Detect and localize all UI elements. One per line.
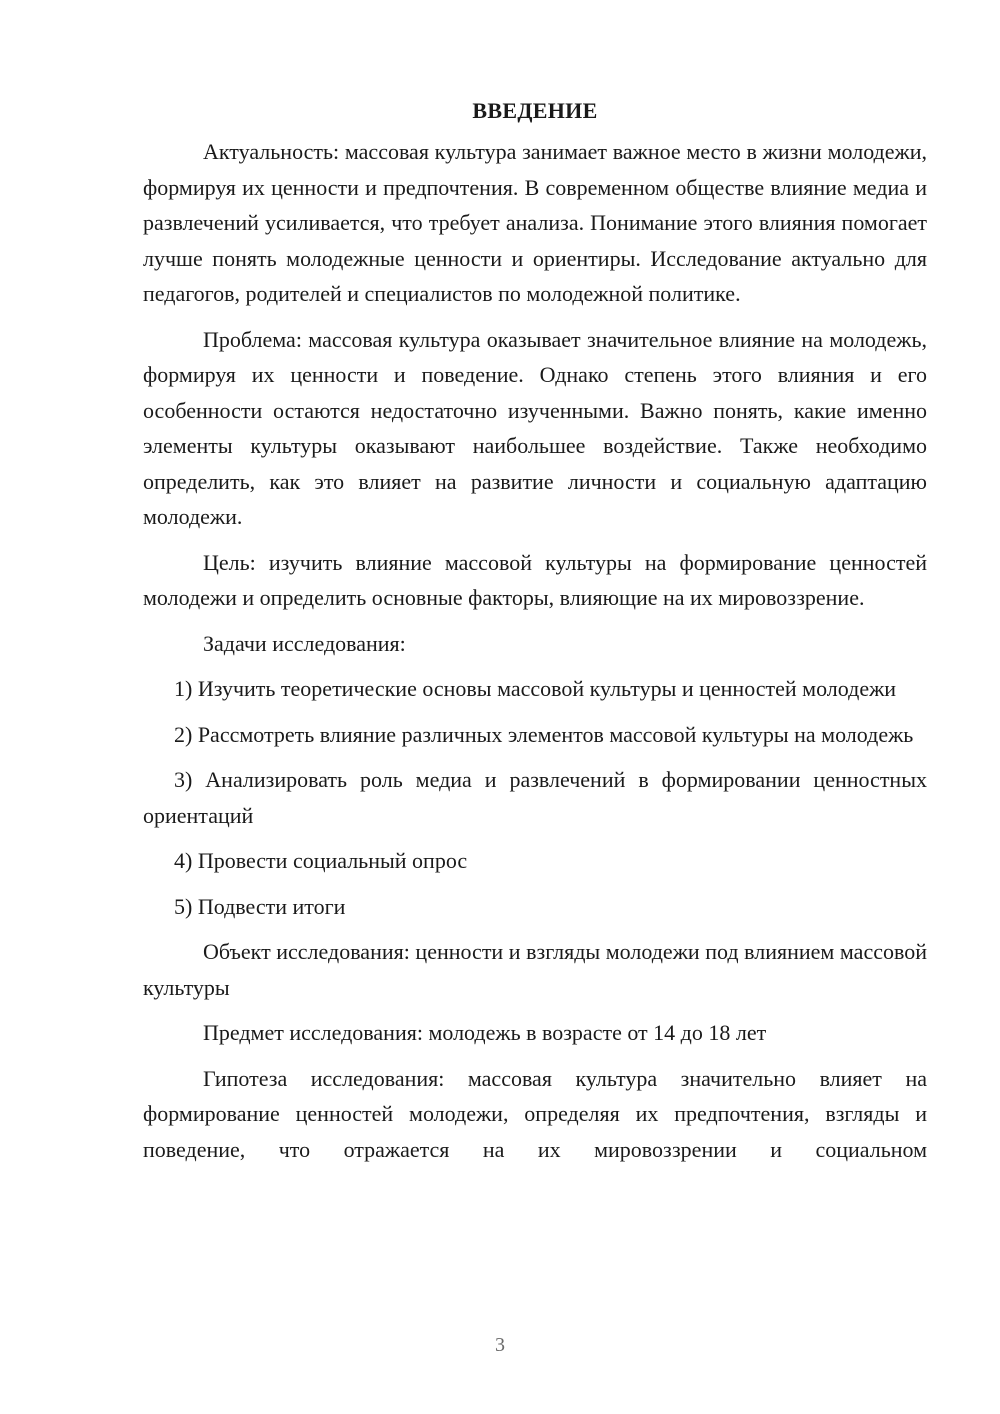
paragraph-goal: Цель: изучить влияние массовой культуры на формирование ценностей молодежи и определить основные факторы, влияющие на их мировоззрение. (143, 549, 927, 610)
page-title: ВВЕДЕНИЕ (472, 98, 598, 123)
task-item-3: 3) Анализировать роль медиа и развлечений в формировании ценностных ориентаций (143, 767, 927, 828)
task-item-5: 5) Подвести итоги (174, 893, 346, 919)
task-item-1: 1) Изучить теоретические основы массовой культуры и ценностей молодежи (174, 676, 897, 701)
paragraph-tasks-heading: Задачи исследования: (203, 630, 406, 656)
paragraph-problem: Проблема: массовая культура оказывает значительное влияние на молодежь, формируя их ценности и поведение. Однако степень этого влияния и его особенности остаются недостаточно изученными. Важно понять, какие именно элементы культуры оказывают наибольшее воздействие. Также необходимо определить, как это влияет на развитие личности и социальную адаптацию молодежи. (143, 326, 927, 529)
page-number: 3 (495, 1334, 505, 1356)
paragraph-object: Объект исследования: ценности и взгляды молодежи под влиянием массовой культуры (143, 939, 927, 1000)
task-item-4: 4) Провести социальный опрос (174, 848, 468, 873)
document-page (143, 96, 927, 1177)
paragraph-hypothesis: Гипотеза исследования: массовая культура значительно влияет на формирование ценностей молодежи, определяя их предпочтения, взгляды и поведение, что отражается на их мировоззрении и социальном (143, 1065, 927, 1162)
paragraph-subject: Предмет исследования: молодежь в возрасте от 14 до 18 лет (203, 1020, 767, 1045)
paragraph-relevance: Актуальность: массовая культура занимает важное место в жизни молодежи, формируя их ценности и предпочтения. В современном обществе влияние медиа и развлечений усиливается, что требует анализа. Понимание этого влияния помогает лучше понять молодежные ценности и ориентиры. Исследование актуально для педагогов, родителей и специалистов по молодежной политике. (143, 139, 927, 306)
task-item-2: 2) Рассмотреть влияние различных элементов массовой культуры на молодежь (174, 721, 914, 747)
